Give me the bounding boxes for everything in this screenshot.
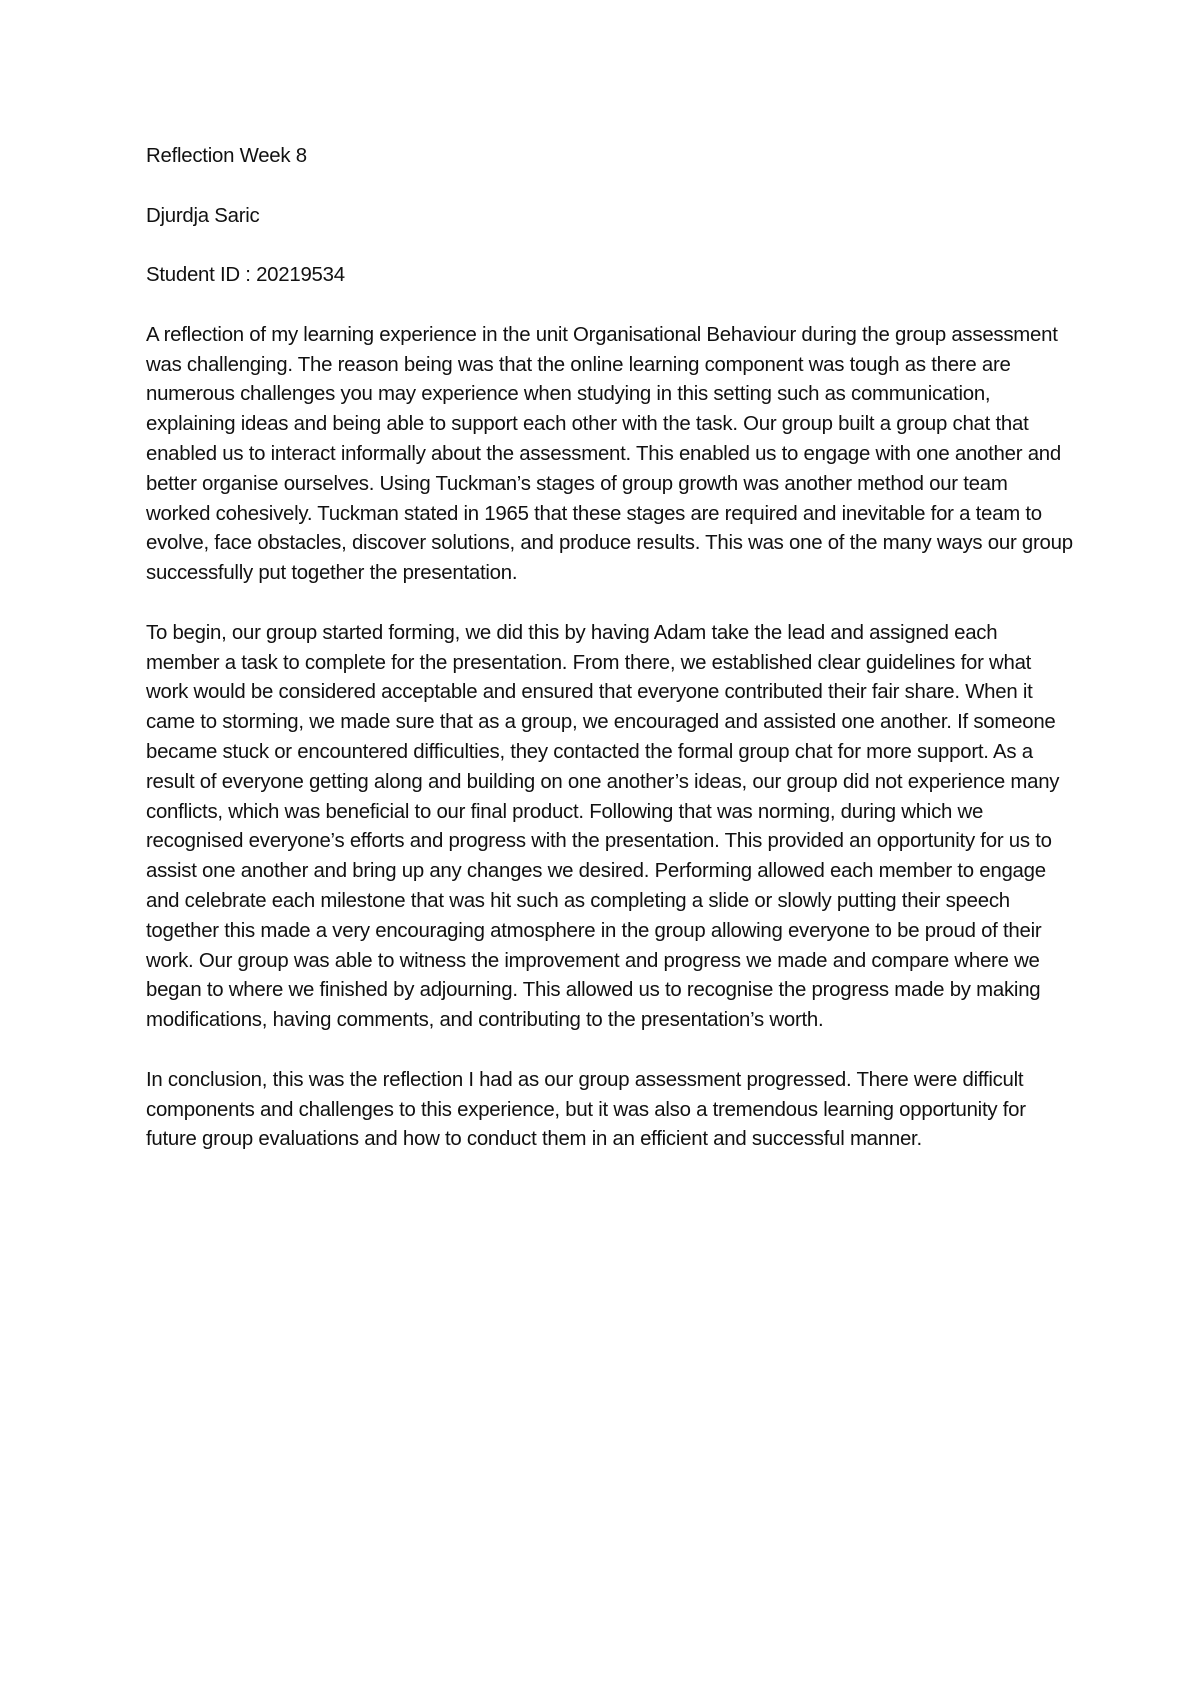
author-name: Djurdja Saric: [146, 204, 260, 227]
document-body: [146, 142, 1076, 1185]
paragraph-tuckman-stages: To begin, our group started forming, we did this by having Adam take the lead and assigned each member a task to complete for the presentation. From there, we established clear guidelines for what work would be considered acceptable and ensured that everyone contributed their fair share. When it came to storming, we made sure that as a group, we encouraged and assisted one another. If someone became stuck or encountered difficulties, they contacted the formal group chat for more support. As a result of everyone getting along and building on one another’s ideas, our group did not experience many conflicts, which was beneficial to our final product. Following that was norming, during which we recognised everyone’s efforts and progress with the presentation. This provided an opportunity for us to assist one another and bring up any changes we desired. Performing allowed each member to engage and celebrate each milestone that was hit such as completing a slide or slowly putting their speech together this made a very encouraging atmosphere in the group allowing everyone to be proud of their work. Our group was able to witness the improvement and progress we made and compare where we began to where we finished by adjourning. This allowed us to recognise the progress made by making modifications, having comments, and contributing to the presentation’s worth.: [146, 621, 1060, 1032]
paragraph-intro: A reflection of my learning experience in the unit Organisational Behaviour during the group assessment was challenging. The reason being was that the online learning component was tough as there are numerous challenges you may experience when studying in this setting such as communication, explaining ideas and being able to support each other with the task. Our group built a group chat that enabled us to interact informally about the assessment. This enabled us to engage with one another and better organise ourselves. Using Tuckman’s stages of group growth was another method our team worked cohesively. Tuckman stated in 1965 that these stages are required and inevitable for a team to evolve, face obstacles, discover solutions, and produce results. This was one of the many ways our group successfully put together the presentation.: [146, 323, 1073, 585]
document-title: Reflection Week 8: [146, 145, 307, 167]
student-id: Student ID : 20219534: [146, 264, 345, 287]
paragraph-conclusion: In conclusion, this was the reflection I had as our group assessment progressed. There were difficult components and challenges to this experience, but it was also a tremendous learning opportunity for future group evaluations and how to conduct them in an efficient and successful manner.: [146, 1068, 1026, 1151]
